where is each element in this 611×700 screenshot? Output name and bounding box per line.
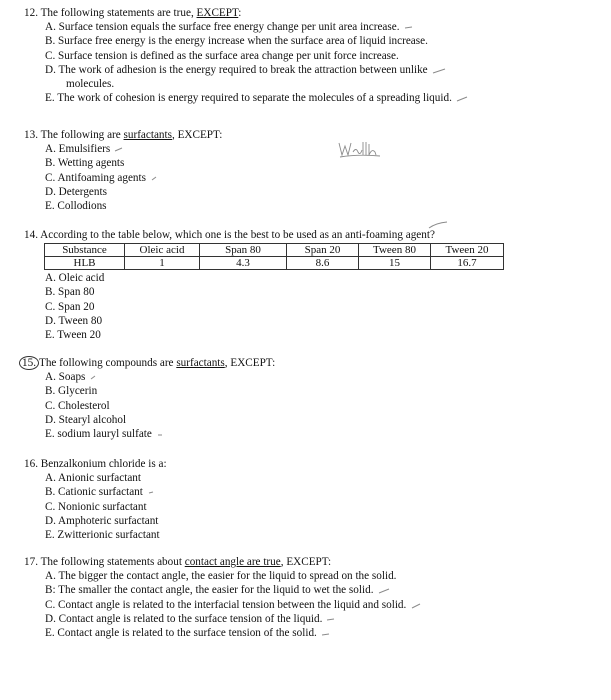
pencil-stroke-icon (428, 219, 448, 233)
question-16 (24, 457, 599, 542)
option-17b: B: The smaller the contact angle, the easier for the liquid to wet the solid. (45, 583, 599, 597)
table-cell: HLB (45, 257, 125, 270)
option-13a: A. Emulsifiers (45, 142, 599, 156)
question-17 (24, 555, 599, 640)
table-cell: 1 (125, 257, 200, 270)
table-cell: 8.6 (287, 257, 359, 270)
option-13d: D. Detergents (45, 185, 107, 198)
option-14a: A. Oleic acid (45, 272, 105, 285)
question-16-stem: 16. Benzalkonium chloride is a: (24, 458, 167, 470)
except-underlined: EXCEPT (196, 7, 239, 19)
option-12a: A. Surface tension equals the surface free energy change per unit area increase. (45, 20, 599, 34)
option-12d: D. The work of adhesion is the energy required to break the attraction between unlike (45, 63, 599, 77)
table-cell: 15 (359, 257, 431, 270)
table-cell: Span 80 (200, 244, 287, 257)
surfactants-underlined: surfactants (123, 129, 172, 141)
option-17c: C. Contact angle is related to the interfacial tension between the liquid and solid. (45, 598, 599, 612)
pencil-tick-icon (321, 631, 330, 636)
handwritten-signature (338, 140, 382, 164)
option-15a: A. Soaps (45, 370, 599, 384)
option-17a: A. The bigger the contact angle, the easier for the liquid to spread on the solid. (45, 570, 397, 583)
question-13-options (24, 142, 599, 213)
option-15c: C. Cholesterol (45, 399, 110, 412)
option-13b: B. Wetting agents (45, 157, 125, 170)
option-16c: C. Nonionic surfactant (45, 500, 147, 513)
option-15e: E. sodium lauryl sulfate (45, 427, 599, 441)
option-14c: C. Span 20 (45, 300, 95, 313)
question-number-circled: 15. (19, 356, 39, 370)
table-cell: Tween 80 (359, 244, 431, 257)
contact-angle-underlined: contact angle are true (184, 556, 281, 568)
option-13c: C. Antifoaming agents (45, 171, 599, 185)
option-15b: B. Glycerin (45, 385, 98, 398)
question-13 (24, 128, 599, 213)
pencil-tick-icon (404, 25, 413, 30)
option-16e: E. Zwitterionic surfactant (45, 529, 160, 542)
table-cell: Span 20 (287, 244, 359, 257)
pencil-tick-icon (150, 176, 159, 181)
question-12-stem: 12. The following statements are true, EXCEPT: (24, 7, 242, 19)
table-cell: Oleic acid (125, 244, 200, 257)
option-15d: D. Stearyl alcohol (45, 413, 127, 426)
option-16b: B. Cationic surfactant (45, 485, 599, 499)
option-14d: D. Tween 80 (45, 314, 103, 327)
question-15-stem: 15. The following compounds are surfactants, EXCEPT: (24, 356, 599, 370)
question-17-stem: 17. The following statements about contact angle are true, EXCEPT: (24, 556, 332, 568)
table-cell: 16.7 (431, 257, 504, 270)
pencil-tick-icon (147, 490, 156, 495)
question-16-options (24, 471, 599, 542)
option-16a: A. Anionic surfactant (45, 472, 141, 485)
option-12c: C. Surface tension is defined as the surface area change per unit force increase. (45, 49, 399, 62)
option-12e: E. The work of cohesion is energy required to separate the molecules of a spreading liquid. (45, 91, 599, 105)
option-12d-continuation: molecules. (66, 78, 115, 91)
option-13e: E. Collodions (45, 200, 107, 213)
option-16d: D. Amphoteric surfactant (45, 514, 159, 527)
question-14 (24, 228, 599, 342)
table-cell: Substance (45, 244, 125, 257)
question-14-options (24, 271, 599, 342)
option-12b: B. Surface free energy is the energy increase when the surface area of liquid increase. (45, 35, 428, 48)
question-15 (24, 356, 599, 441)
question-13-stem: 13. The following are surfactants, EXCEPT: (24, 129, 223, 141)
question-12 (24, 6, 599, 105)
pencil-tick-icon (89, 375, 98, 380)
surfactants-underlined: surfactants (176, 357, 225, 369)
hlb-table (44, 243, 504, 270)
question-14-stem: 14. According to the table below, which one is the best to be used as an anti-foaming agent? (24, 229, 435, 241)
table-header-row (45, 244, 504, 257)
pencil-tick-icon (156, 432, 165, 437)
pencil-tick-icon (114, 147, 123, 152)
option-17e: E. Contact angle is related to the surface tension of the solid. (45, 626, 599, 640)
pencil-tick-icon (432, 68, 446, 73)
option-14b: B. Span 80 (45, 286, 95, 299)
table-row (45, 257, 504, 270)
pencil-tick-icon (326, 617, 335, 622)
table-cell: 4.3 (200, 257, 287, 270)
table-cell: Tween 20 (431, 244, 504, 257)
pencil-tick-icon (378, 588, 390, 593)
question-17-options (24, 569, 599, 640)
pencil-tick-icon (456, 96, 468, 101)
question-15-options (24, 370, 599, 441)
pencil-tick-icon (410, 603, 422, 608)
option-17d: D. Contact angle is related to the surface tension of the liquid. (45, 612, 599, 626)
question-12-options (24, 20, 599, 105)
option-14e: E. Tween 20 (45, 329, 101, 342)
